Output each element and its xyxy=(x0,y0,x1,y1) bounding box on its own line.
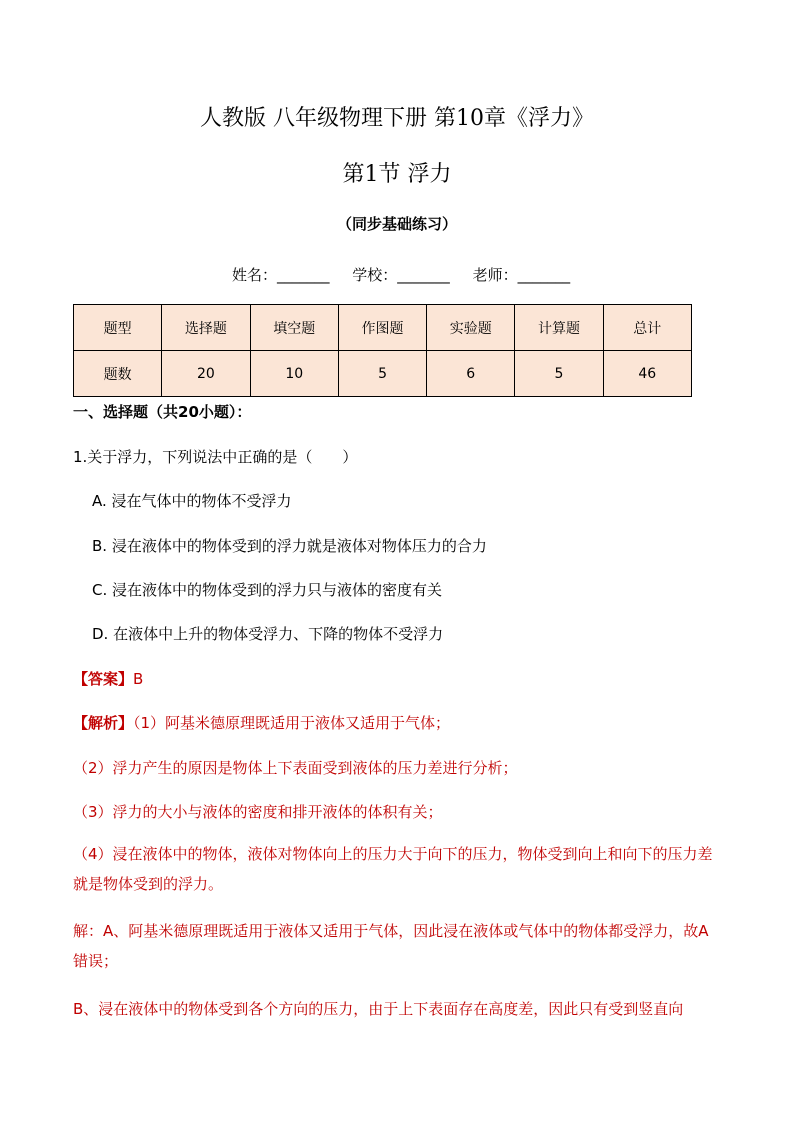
analysis-line-2: （2）浮力产生的原因是物体上下表面受到液体的压力差进行分析； xyxy=(73,759,518,777)
analysis-line-1 xyxy=(73,712,450,733)
analysis-line-4: （4）浸在液体中的物体，液体对物体向上的压力大于向下的压力，物体受到向上和向下的压力差就是物体受到的浮力。 xyxy=(73,845,713,893)
question-count-table xyxy=(73,304,692,397)
school-field: 学校：_______ xyxy=(352,266,450,284)
table-cell: 题型 xyxy=(74,305,162,351)
table-cell: 选择题 xyxy=(162,305,250,351)
section-title: 第1节 浮力 xyxy=(342,162,452,187)
table-cell: 实验题 xyxy=(427,305,515,351)
answer-value: B xyxy=(133,670,144,688)
table-cell: 填空题 xyxy=(250,305,338,351)
answer-label: 【答案】 xyxy=(73,670,134,688)
name-field: 姓名：_______ xyxy=(232,266,330,284)
table-cell: 10 xyxy=(250,351,338,397)
table-cell: 计算题 xyxy=(515,305,603,351)
table-cell: 总计 xyxy=(603,305,691,351)
table-cell: 5 xyxy=(515,351,603,397)
question-stem: 1.关于浮力，下列说法中正确的是（ ） xyxy=(73,448,358,466)
table-cell: 题数 xyxy=(74,351,162,397)
table-header-row xyxy=(74,305,692,351)
table-cell: 20 xyxy=(162,351,250,397)
solution-b: B、浸在液体中的物体受到各个方向的压力，由于上下表面存在高度差，因此只有受到竖直向 xyxy=(73,1000,684,1018)
analysis-label: 【解析】 xyxy=(73,714,134,732)
solution-a: 解：A、阿基米德原理既适用于液体又适用于气体，因此浸在液体或气体中的物体都受浮力，故A错误； xyxy=(73,922,709,970)
document-title: 人教版 八年级物理下册 第10章《浮力》 xyxy=(200,106,594,131)
table-cell: 作图题 xyxy=(338,305,426,351)
answer xyxy=(73,668,143,689)
student-info xyxy=(232,264,588,285)
analysis-text: （1）阿基米德原理既适用于液体又适用于气体； xyxy=(133,714,451,732)
teacher-field: 老师：_______ xyxy=(472,266,571,284)
section-heading: 一、选择题（共20小题）： xyxy=(73,403,252,421)
table-cell: 5 xyxy=(338,351,426,397)
table-cell: 46 xyxy=(603,351,691,397)
option-d: D. 在液体中上升的物体受浮力、下降的物体不受浮力 xyxy=(92,625,444,643)
option-c: C. 浸在液体中的物体受到的浮力只与液体的密度有关 xyxy=(92,581,443,599)
analysis-line-3: （3）浮力的大小与液体的密度和排开液体的体积有关； xyxy=(73,803,443,821)
option-a: A. 浸在气体中的物体不受浮力 xyxy=(92,492,292,510)
table-row xyxy=(74,351,692,397)
subtitle: （同步基础练习） xyxy=(336,215,457,233)
table-cell: 6 xyxy=(427,351,515,397)
option-b: B. 浸在液体中的物体受到的浮力就是液体对物体压力的合力 xyxy=(92,537,487,555)
